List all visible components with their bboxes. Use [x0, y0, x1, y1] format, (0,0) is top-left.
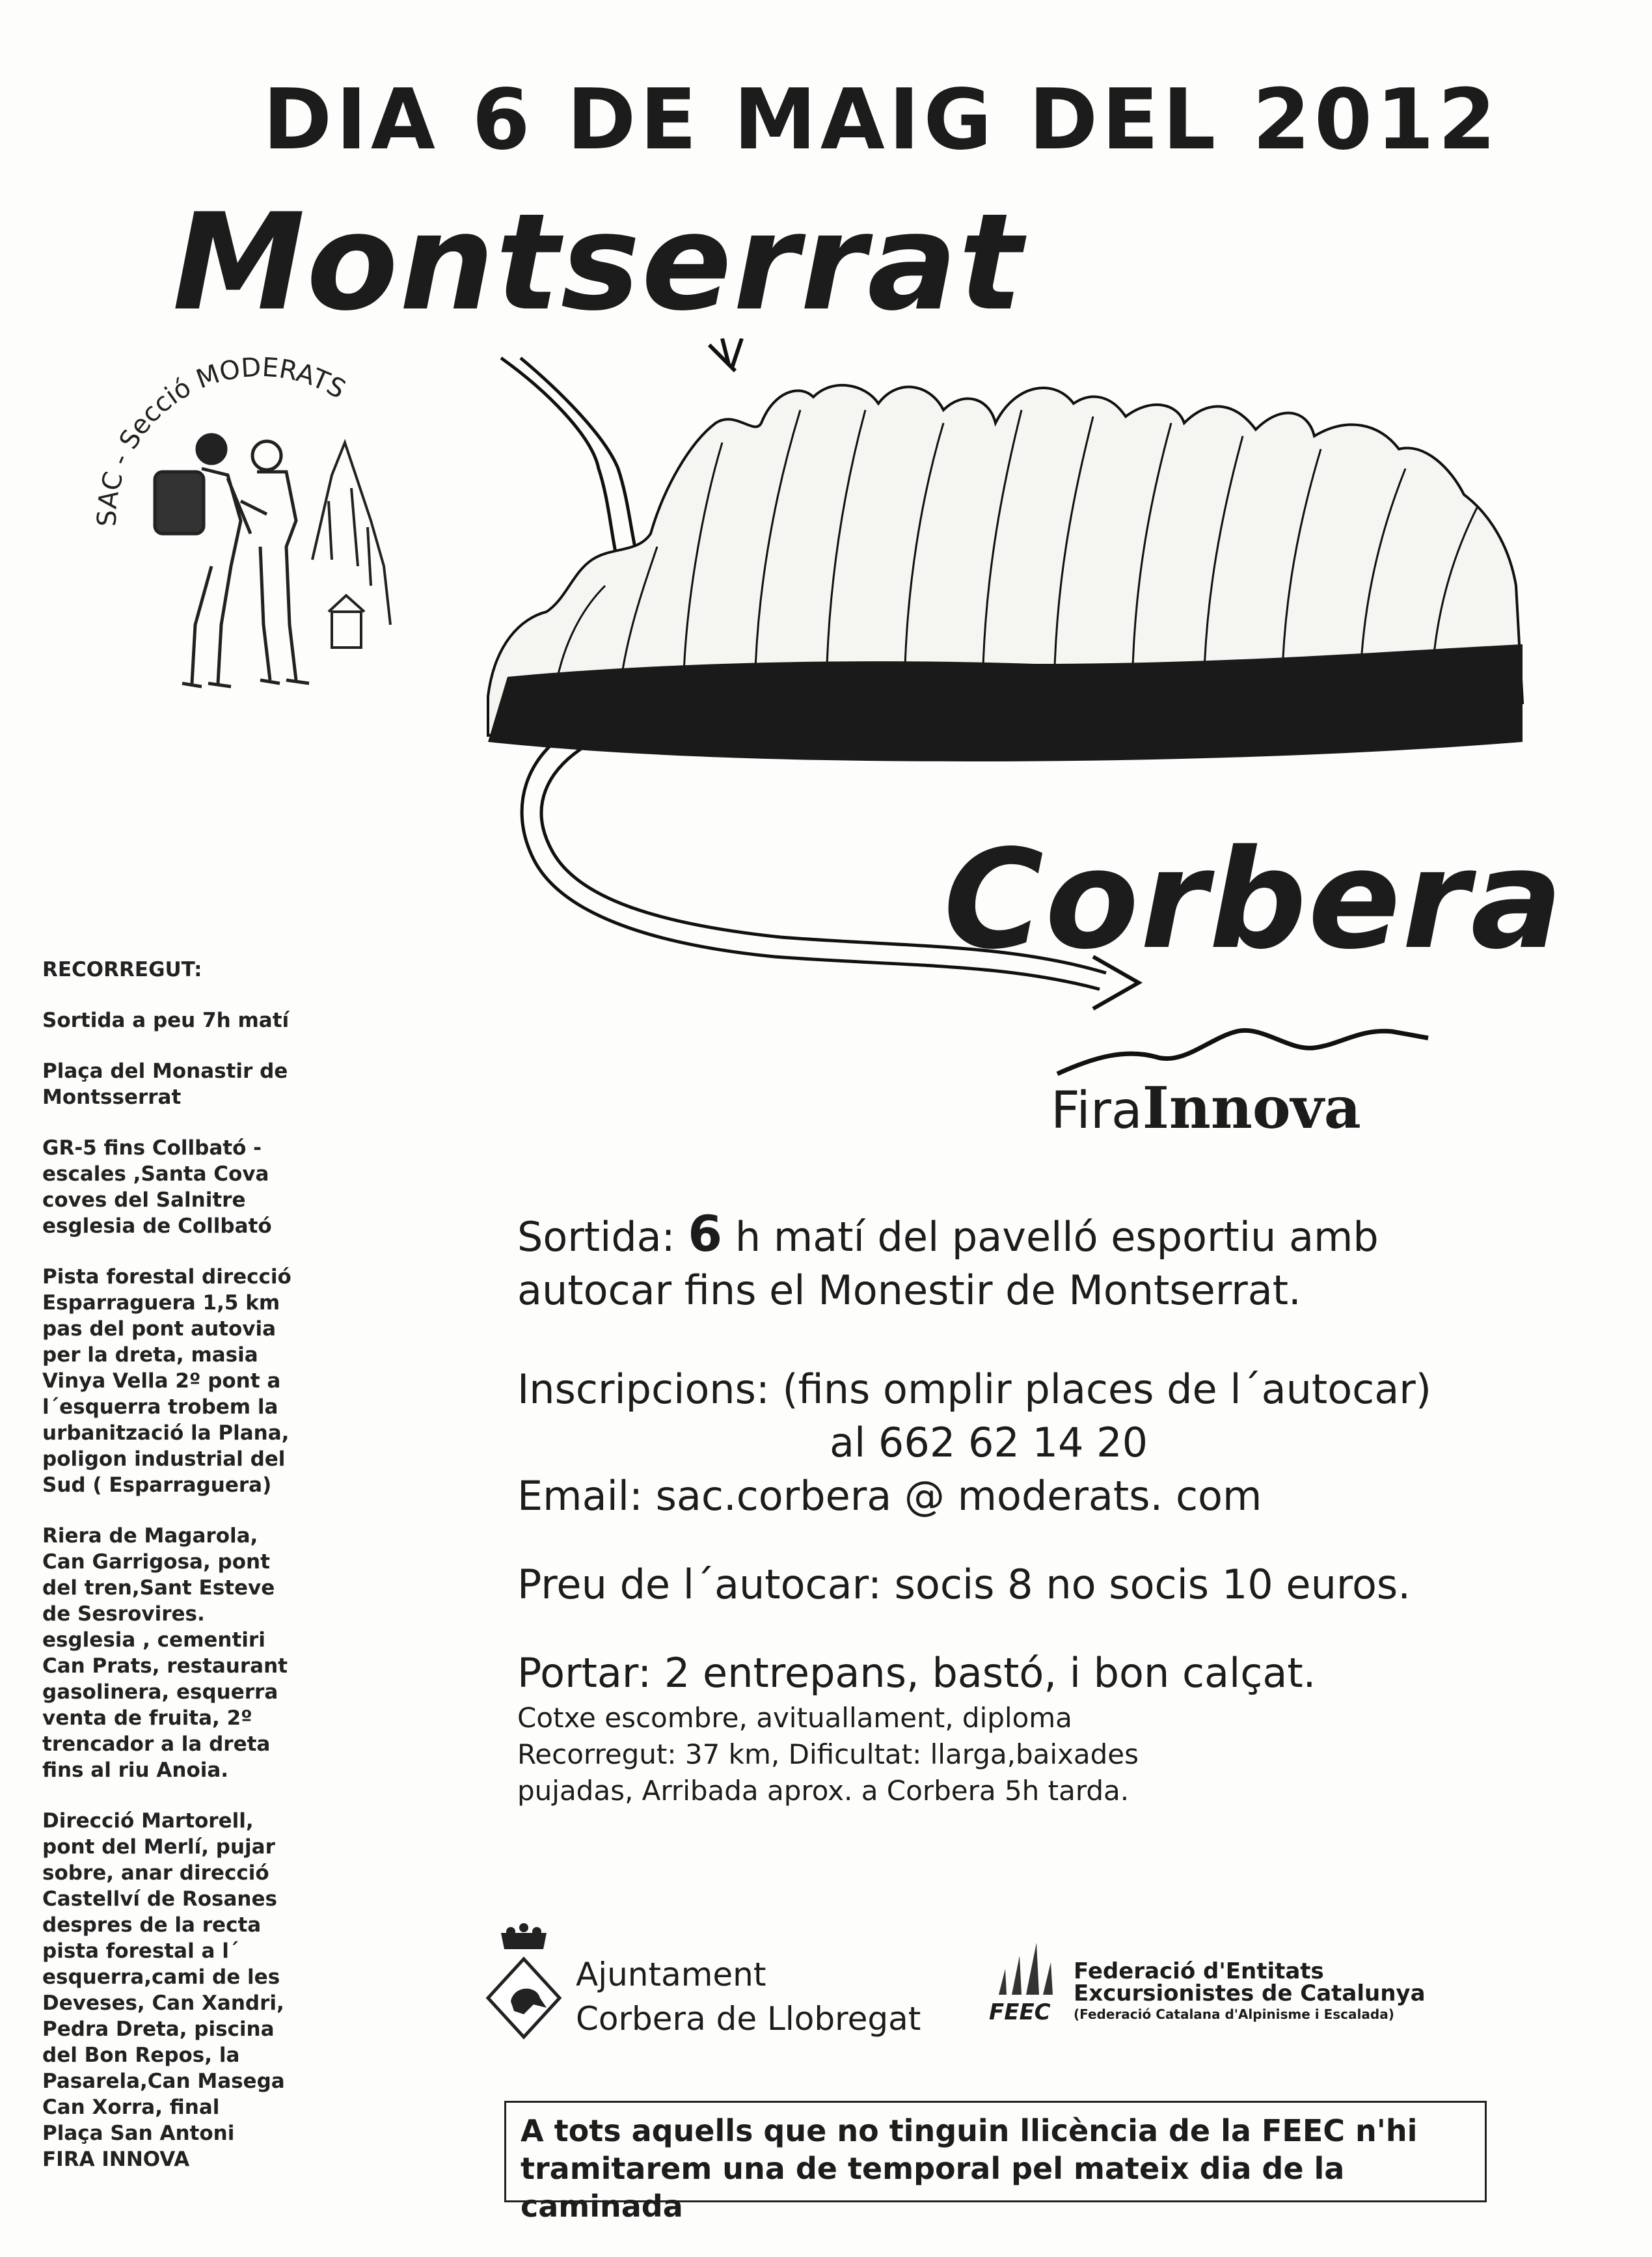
bring-items: Portar: 2 entrepans, bastó, i bon calçat.: [517, 1649, 1316, 1697]
feec-abbreviation: FEEC: [989, 1999, 1051, 2025]
feec-name: Federació d'Entitats Excursionistes de Catalunya (Federació Catalana d'Alpinisme i Escalada): [1074, 1958, 1426, 2022]
detail-line: Cotxe escombre, avituallament, diploma: [517, 1702, 1072, 1734]
departure-hour: 6: [688, 1205, 723, 1263]
sac-logo-text: SAC - Secció MODERATS: [92, 352, 351, 527]
fira-innova-mountain-icon: [1054, 1012, 1431, 1084]
route-step: GR-5 fins Collbató - escales ,Santa Cova coves del Salnitre esglesia de Collbató: [42, 1136, 272, 1238]
route-heading: RECORREGUT:: [42, 958, 202, 981]
fira-innova-logo: [1051, 1074, 1361, 1142]
fira-word: Fira: [1051, 1082, 1143, 1140]
phone-number: al 662 62 14 20: [830, 1419, 1148, 1466]
departure-line-2: autocar fins el Monestir de Montserrat.: [517, 1266, 1301, 1314]
email-line: Email: sac.corbera @ moderats. com: [517, 1472, 1262, 1520]
route-step: Riera de Magarola, Can Garrigosa, pont del tren,Sant Esteve de Sesrovires. esglesia , cementiri Can Prats, restaurant gasolinera, esquerra venta de fruita, 2º trencador a la dreta fins al riu Anoia.: [42, 1524, 288, 1782]
bus-price: Preu de l´autocar: socis 8 no socis 10 euros.: [517, 1561, 1411, 1608]
sac-moderats-logo: [72, 351, 462, 755]
innova-word: Innova: [1142, 1074, 1361, 1142]
montserrat-mountain-illustration: [449, 338, 1529, 1093]
departure-line: Sortida: 6 h matí del pavelló esportiu amb: [517, 1205, 1379, 1263]
route-step: Pista forestal direcció Esparraguera 1,5 km pas del pont autovia per la dreta, masia Vinya Vella 2º pont a l´esquerra trobem la urbanització la Plana, poligon industrial del Sud ( Esparraguera): [42, 1265, 291, 1497]
hiker-figure-icon: [241, 441, 309, 683]
event-info: [517, 1207, 1493, 1809]
end-place-title: Corbera: [943, 820, 1564, 979]
route-step: Sortida a peu 7h matí: [42, 1009, 290, 1032]
event-date: DIA 6 DE MAIG DEL 2012: [262, 72, 1500, 169]
hiker-figure-icon: [155, 435, 251, 687]
ajuntament-name: Ajuntament Corbera de Llobregat: [576, 1956, 921, 2038]
license-notice-box: A tots aquells que no tinguin llicència de la FEEC n'hi tramitarem una de temporal pel mateix dia de la caminada: [504, 2101, 1487, 2202]
route-step: Direcció Martorell, pont del Merlí, pujar sobre, anar direcció Castellví de Rosanes despres de la recta pista forestal a l´ esquerra,cami de les Deveses, Can Xandri, Pedra Dreta, piscina del Bon Repos, la Pasarela,Can Masega Can Xorra, final Plaça San Antoni FIRA INNOVA: [42, 1809, 285, 2171]
route-sidebar: [42, 957, 322, 2197]
registration-line: Inscripcions: (fins omplir places de l´autocar): [517, 1365, 1431, 1413]
detail-line: pujadas, Arribada aprox. a Corbera 5h tarda.: [517, 1775, 1130, 1807]
start-place-title: Montserrat: [172, 185, 1024, 340]
detail-line: Recorregut: 37 km, Dificultat: llarga,baixades: [517, 1738, 1139, 1770]
route-step: Plaça del Monastir de Montsserrat: [42, 1060, 288, 1109]
mountain-peak-icon: [312, 443, 390, 648]
